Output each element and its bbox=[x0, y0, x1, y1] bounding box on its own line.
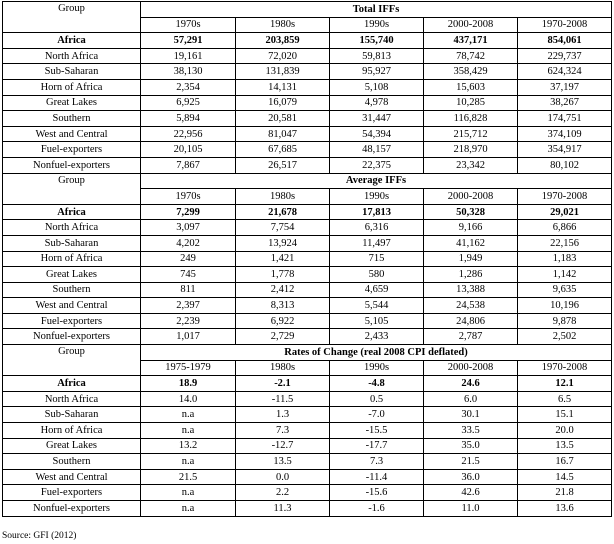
value-cell: 2,354 bbox=[141, 79, 236, 95]
row-label: North Africa bbox=[3, 391, 141, 407]
table-row bbox=[3, 111, 612, 127]
table-row bbox=[3, 376, 612, 392]
row-label: Nonfuel-exporters bbox=[3, 329, 141, 345]
value-cell: n.a bbox=[141, 423, 236, 439]
source-note: Source: GFI (2012) bbox=[2, 531, 77, 541]
value-cell: 1,421 bbox=[236, 251, 330, 267]
value-cell: 6.0 bbox=[424, 391, 518, 407]
table-row bbox=[3, 485, 612, 501]
value-cell: n.a bbox=[141, 501, 236, 517]
value-cell: 80,102 bbox=[518, 157, 612, 173]
value-cell: 9,878 bbox=[518, 313, 612, 329]
row-label: North Africa bbox=[3, 48, 141, 64]
value-cell: 374,109 bbox=[518, 126, 612, 142]
table-row bbox=[3, 48, 612, 64]
row-label: Fuel-exporters bbox=[3, 313, 141, 329]
value-cell: 22,375 bbox=[330, 157, 424, 173]
table-row bbox=[3, 423, 612, 439]
value-cell: 580 bbox=[330, 267, 424, 283]
row-label: Africa bbox=[3, 33, 141, 49]
table-row bbox=[3, 33, 612, 49]
value-cell: 715 bbox=[330, 251, 424, 267]
column-header: 2000-2008 bbox=[424, 17, 518, 33]
value-cell: 0.0 bbox=[236, 469, 330, 485]
value-cell: 38,130 bbox=[141, 64, 236, 80]
table-row bbox=[3, 235, 612, 251]
table-row bbox=[3, 298, 612, 314]
value-cell: 2.2 bbox=[236, 485, 330, 501]
value-cell: 1,183 bbox=[518, 251, 612, 267]
section-title-row bbox=[3, 2, 612, 18]
value-cell: 174,751 bbox=[518, 111, 612, 127]
value-cell: 11.3 bbox=[236, 501, 330, 517]
value-cell: 249 bbox=[141, 251, 236, 267]
value-cell: 358,429 bbox=[424, 64, 518, 80]
value-cell: -15.5 bbox=[330, 423, 424, 439]
value-cell: 42.6 bbox=[424, 485, 518, 501]
value-cell: 1,949 bbox=[424, 251, 518, 267]
table-row bbox=[3, 157, 612, 173]
value-cell: 15,603 bbox=[424, 79, 518, 95]
column-header: 1990s bbox=[330, 17, 424, 33]
value-cell: 14.0 bbox=[141, 391, 236, 407]
table-row bbox=[3, 501, 612, 517]
value-cell: 854,061 bbox=[518, 33, 612, 49]
value-cell: 30.1 bbox=[424, 407, 518, 423]
value-cell: 26,517 bbox=[236, 157, 330, 173]
row-label: Southern bbox=[3, 111, 141, 127]
value-cell: 18.9 bbox=[141, 376, 236, 392]
value-cell: 72,020 bbox=[236, 48, 330, 64]
row-label: Horn of Africa bbox=[3, 423, 141, 439]
value-cell: 37,197 bbox=[518, 79, 612, 95]
value-cell: 9,166 bbox=[424, 220, 518, 236]
table-row bbox=[3, 204, 612, 220]
value-cell: 33.5 bbox=[424, 423, 518, 439]
row-label: Horn of Africa bbox=[3, 79, 141, 95]
value-cell: 1,142 bbox=[518, 267, 612, 283]
value-cell: 13,388 bbox=[424, 282, 518, 298]
value-cell: 6,922 bbox=[236, 313, 330, 329]
value-cell: 67,685 bbox=[236, 142, 330, 158]
value-cell: 7,754 bbox=[236, 220, 330, 236]
row-label: Southern bbox=[3, 282, 141, 298]
value-cell: 78,742 bbox=[424, 48, 518, 64]
section-title: Rates of Change (real 2008 CPI deflated) bbox=[141, 345, 612, 361]
value-cell: -2.1 bbox=[236, 376, 330, 392]
value-cell: 131,839 bbox=[236, 64, 330, 80]
value-cell: 218,970 bbox=[424, 142, 518, 158]
value-cell: 229,737 bbox=[518, 48, 612, 64]
column-header: 1980s bbox=[236, 360, 330, 376]
value-cell: 10,285 bbox=[424, 95, 518, 111]
table-row bbox=[3, 220, 612, 236]
value-cell: 1,778 bbox=[236, 267, 330, 283]
value-cell: 13,924 bbox=[236, 235, 330, 251]
value-cell: 5,894 bbox=[141, 111, 236, 127]
section-title: Total IFFs bbox=[141, 2, 612, 18]
value-cell: 14,131 bbox=[236, 79, 330, 95]
table-row bbox=[3, 64, 612, 80]
value-cell: -15.6 bbox=[330, 485, 424, 501]
table-row bbox=[3, 267, 612, 283]
value-cell: 21.8 bbox=[518, 485, 612, 501]
value-cell: 155,740 bbox=[330, 33, 424, 49]
value-cell: 15.1 bbox=[518, 407, 612, 423]
column-header: 1970-2008 bbox=[518, 17, 612, 33]
column-header: 1970-2008 bbox=[518, 360, 612, 376]
value-cell: -11.4 bbox=[330, 469, 424, 485]
value-cell: 4,659 bbox=[330, 282, 424, 298]
row-label: Nonfuel-exporters bbox=[3, 157, 141, 173]
value-cell: 20,581 bbox=[236, 111, 330, 127]
value-cell: 5,108 bbox=[330, 79, 424, 95]
value-cell: -4.8 bbox=[330, 376, 424, 392]
value-cell: 2,397 bbox=[141, 298, 236, 314]
value-cell: 4,202 bbox=[141, 235, 236, 251]
table-row bbox=[3, 126, 612, 142]
value-cell: 14.5 bbox=[518, 469, 612, 485]
value-cell: 1.3 bbox=[236, 407, 330, 423]
table-row bbox=[3, 313, 612, 329]
column-header: 1970-2008 bbox=[518, 189, 612, 205]
value-cell: 1,017 bbox=[141, 329, 236, 345]
value-cell: 11.0 bbox=[424, 501, 518, 517]
value-cell: -12.7 bbox=[236, 438, 330, 454]
value-cell: 50,328 bbox=[424, 204, 518, 220]
value-cell: 7,299 bbox=[141, 204, 236, 220]
value-cell: 811 bbox=[141, 282, 236, 298]
value-cell: 24.6 bbox=[424, 376, 518, 392]
row-label: Southern bbox=[3, 454, 141, 470]
row-label: West and Central bbox=[3, 469, 141, 485]
value-cell: 20.0 bbox=[518, 423, 612, 439]
value-cell: 1,286 bbox=[424, 267, 518, 283]
value-cell: 354,917 bbox=[518, 142, 612, 158]
value-cell: 13.5 bbox=[518, 438, 612, 454]
row-label: Sub-Saharan bbox=[3, 235, 141, 251]
value-cell: 21.5 bbox=[424, 454, 518, 470]
table-row bbox=[3, 454, 612, 470]
row-label: Sub-Saharan bbox=[3, 64, 141, 80]
row-label: Great Lakes bbox=[3, 267, 141, 283]
row-label: Africa bbox=[3, 376, 141, 392]
column-header: 1990s bbox=[330, 360, 424, 376]
value-cell: 624,324 bbox=[518, 64, 612, 80]
row-label: Fuel-exporters bbox=[3, 485, 141, 501]
value-cell: 16,079 bbox=[236, 95, 330, 111]
value-cell: 7.3 bbox=[330, 454, 424, 470]
value-cell: 95,927 bbox=[330, 64, 424, 80]
value-cell: 10,196 bbox=[518, 298, 612, 314]
row-label: Africa bbox=[3, 204, 141, 220]
value-cell: 21.5 bbox=[141, 469, 236, 485]
row-label: Great Lakes bbox=[3, 95, 141, 111]
value-cell: 2,787 bbox=[424, 329, 518, 345]
value-cell: 116,828 bbox=[424, 111, 518, 127]
value-cell: 81,047 bbox=[236, 126, 330, 142]
value-cell: 35.0 bbox=[424, 438, 518, 454]
value-cell: 17,813 bbox=[330, 204, 424, 220]
value-cell: 36.0 bbox=[424, 469, 518, 485]
value-cell: n.a bbox=[141, 485, 236, 501]
value-cell: 22,956 bbox=[141, 126, 236, 142]
value-cell: 437,171 bbox=[424, 33, 518, 49]
column-header: 2000-2008 bbox=[424, 189, 518, 205]
value-cell: 22,156 bbox=[518, 235, 612, 251]
table-row bbox=[3, 79, 612, 95]
table-row bbox=[3, 391, 612, 407]
value-cell: 2,239 bbox=[141, 313, 236, 329]
row-label: West and Central bbox=[3, 298, 141, 314]
value-cell: 11,497 bbox=[330, 235, 424, 251]
table-row bbox=[3, 438, 612, 454]
section-title-row bbox=[3, 173, 612, 189]
value-cell: 0.5 bbox=[330, 391, 424, 407]
value-cell: 13.5 bbox=[236, 454, 330, 470]
row-label: North Africa bbox=[3, 220, 141, 236]
column-header: 1990s bbox=[330, 189, 424, 205]
value-cell: 9,635 bbox=[518, 282, 612, 298]
value-cell: 6,866 bbox=[518, 220, 612, 236]
value-cell: -11.5 bbox=[236, 391, 330, 407]
value-cell: -1.6 bbox=[330, 501, 424, 517]
table-row bbox=[3, 469, 612, 485]
column-header: 2000-2008 bbox=[424, 360, 518, 376]
value-cell: 24,806 bbox=[424, 313, 518, 329]
value-cell: n.a bbox=[141, 407, 236, 423]
value-cell: 7.3 bbox=[236, 423, 330, 439]
column-header: 1980s bbox=[236, 17, 330, 33]
value-cell: 6.5 bbox=[518, 391, 612, 407]
iff-table-body bbox=[3, 2, 612, 517]
row-label: Horn of Africa bbox=[3, 251, 141, 267]
section-title-row bbox=[3, 345, 612, 361]
column-header: 1970s bbox=[141, 17, 236, 33]
value-cell: 203,859 bbox=[236, 33, 330, 49]
value-cell: 31,447 bbox=[330, 111, 424, 127]
value-cell: 29,021 bbox=[518, 204, 612, 220]
value-cell: 2,502 bbox=[518, 329, 612, 345]
value-cell: 19,161 bbox=[141, 48, 236, 64]
value-cell: 6,316 bbox=[330, 220, 424, 236]
value-cell: 6,925 bbox=[141, 95, 236, 111]
value-cell: 2,412 bbox=[236, 282, 330, 298]
value-cell: 2,433 bbox=[330, 329, 424, 345]
value-cell: 59,813 bbox=[330, 48, 424, 64]
value-cell: 8,313 bbox=[236, 298, 330, 314]
value-cell: 38,267 bbox=[518, 95, 612, 111]
table-row bbox=[3, 282, 612, 298]
value-cell: 23,342 bbox=[424, 157, 518, 173]
group-header: Group bbox=[3, 2, 141, 33]
value-cell: 12.1 bbox=[518, 376, 612, 392]
value-cell: 41,162 bbox=[424, 235, 518, 251]
table-row bbox=[3, 95, 612, 111]
value-cell: 48,157 bbox=[330, 142, 424, 158]
value-cell: 745 bbox=[141, 267, 236, 283]
value-cell: 7,867 bbox=[141, 157, 236, 173]
value-cell: 5,544 bbox=[330, 298, 424, 314]
row-label: Sub-Saharan bbox=[3, 407, 141, 423]
row-label: Nonfuel-exporters bbox=[3, 501, 141, 517]
value-cell: -7.0 bbox=[330, 407, 424, 423]
table-row bbox=[3, 407, 612, 423]
iff-table bbox=[2, 1, 612, 517]
row-label: Fuel-exporters bbox=[3, 142, 141, 158]
column-header: 1970s bbox=[141, 189, 236, 205]
value-cell: 16.7 bbox=[518, 454, 612, 470]
row-label: West and Central bbox=[3, 126, 141, 142]
value-cell: n.a bbox=[141, 454, 236, 470]
value-cell: 4,978 bbox=[330, 95, 424, 111]
value-cell: 13.2 bbox=[141, 438, 236, 454]
value-cell: 5,105 bbox=[330, 313, 424, 329]
table-row bbox=[3, 329, 612, 345]
group-header: Group bbox=[3, 345, 141, 376]
value-cell: 54,394 bbox=[330, 126, 424, 142]
value-cell: 3,097 bbox=[141, 220, 236, 236]
table-row bbox=[3, 142, 612, 158]
row-label: Great Lakes bbox=[3, 438, 141, 454]
value-cell: 13.6 bbox=[518, 501, 612, 517]
value-cell: 57,291 bbox=[141, 33, 236, 49]
value-cell: -17.7 bbox=[330, 438, 424, 454]
value-cell: 20,105 bbox=[141, 142, 236, 158]
table-row bbox=[3, 251, 612, 267]
value-cell: 215,712 bbox=[424, 126, 518, 142]
value-cell: 21,678 bbox=[236, 204, 330, 220]
group-header: Group bbox=[3, 173, 141, 204]
section-title: Average IFFs bbox=[141, 173, 612, 189]
column-header: 1980s bbox=[236, 189, 330, 205]
column-header: 1975-1979 bbox=[141, 360, 236, 376]
value-cell: 2,729 bbox=[236, 329, 330, 345]
value-cell: 24,538 bbox=[424, 298, 518, 314]
